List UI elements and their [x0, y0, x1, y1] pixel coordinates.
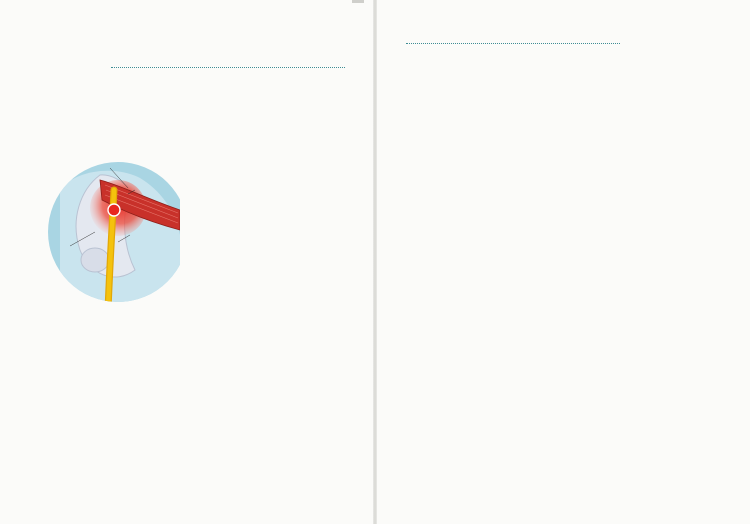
right-page — [376, 0, 750, 524]
section-rule — [406, 43, 620, 44]
hip-joint — [81, 248, 109, 272]
spine-mark — [352, 0, 364, 3]
title-rule — [111, 67, 345, 68]
book-gutter — [373, 0, 377, 524]
pain-point — [108, 204, 120, 216]
ischias-illustration — [40, 150, 180, 330]
